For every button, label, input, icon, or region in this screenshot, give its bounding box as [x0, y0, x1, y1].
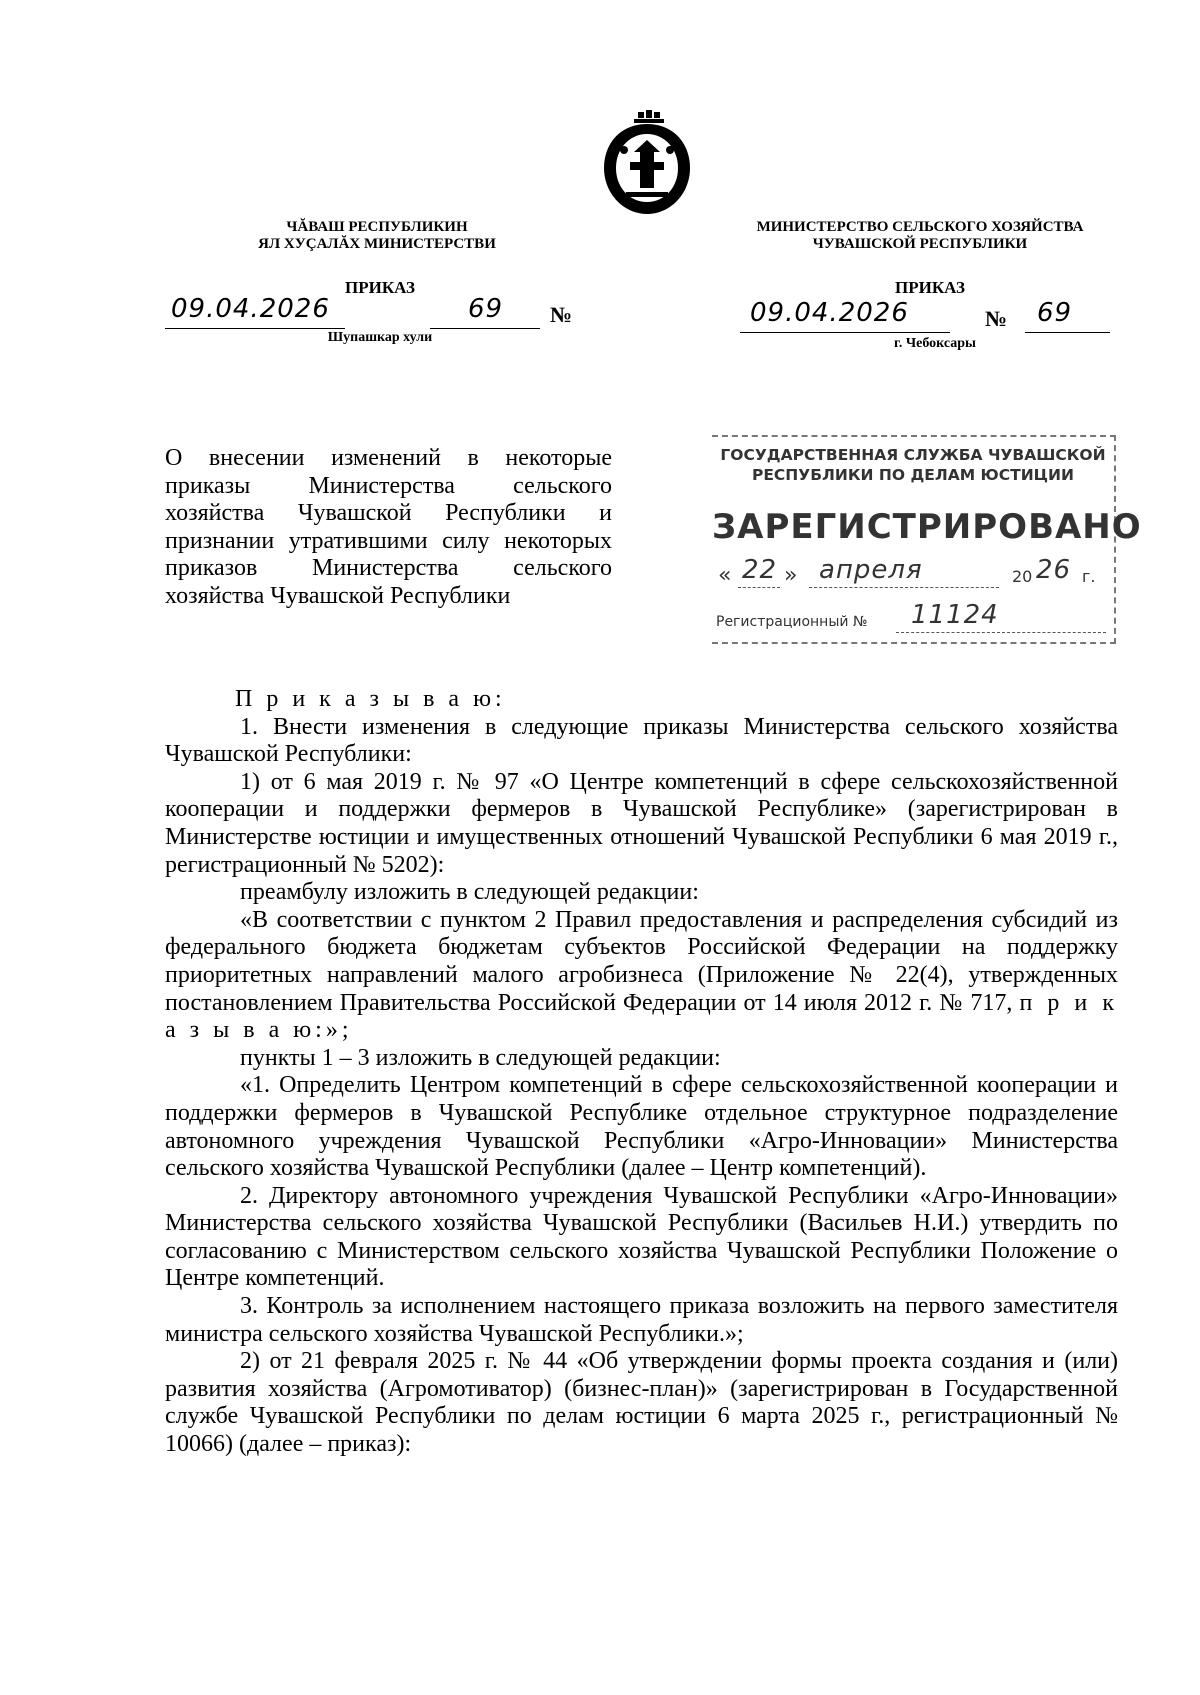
stamp-year-abbr: г. — [1082, 567, 1096, 586]
stamp-close-quote: » — [784, 563, 798, 588]
right-org-line2: ЧУВАШСКОЙ РЕСПУБЛИКИ — [812, 236, 1028, 252]
left-number-sign: № — [550, 302, 573, 327]
left-number-line — [430, 294, 540, 329]
stamp-header — [712, 445, 1114, 485]
stamp-reg-number: 11124 — [911, 600, 999, 630]
order-word: П р и к а з ы в а ю: — [235, 686, 506, 712]
right-org-line1: МИНИСТЕРСТВО СЕЛЬСКОГО ХОЗЯЙСТВА — [756, 219, 1084, 235]
left-city: Шупашкар хули — [327, 330, 433, 345]
stamp-reg-label: Регистрационный № — [716, 614, 868, 630]
paragraph-4-main: «В соответствии с пунктом 2 Правил предоставления и распределения субсидий из федерального бюджета бюджетам субъектов Российской Федерации на поддержку приоритетных направлений малого агробизнеса (Приложение № 22(4), утвержденных постановлением Правительства Российской Федерации от 14 июля 2012 г. № 717, — [165, 906, 1118, 1016]
document-body — [165, 686, 1118, 1459]
paragraph-4 — [165, 907, 1118, 1045]
left-date-handwritten: 09.04.2026 — [171, 294, 330, 324]
left-number-handwritten: 69 — [468, 294, 504, 324]
paragraph-2: 1) от 6 мая 2019 г. № 97 «О Центре компетенций в сфере сельскохозяйственной кооперации и поддержки фермеров в Чувашской Республике» (зарегистрирован в Министерстве юстиции и имущественных отношений Чувашской Республики 6 мая 2019 г., регистрационный № 5202): — [165, 768, 1118, 878]
paragraph-4-order-word: п р и к а з ы в а ю:»; — [165, 989, 1119, 1044]
stamp-year-prefix: 20 — [1012, 567, 1033, 586]
right-number-sign: № — [985, 306, 1008, 331]
right-number-line — [1025, 298, 1110, 333]
left-org-name — [212, 219, 542, 253]
right-number-handwritten: 69 — [1037, 298, 1073, 328]
right-city: г. Чебоксары — [894, 336, 976, 351]
paragraph-8: 3. Контроль за исполнением настоящего приказа возложить на первого заместителя министра сельского хозяйства Чувашской Республики.»; — [165, 1293, 1118, 1347]
right-doc-type: ПРИКАЗ — [895, 278, 965, 297]
right-org-name — [740, 219, 1100, 253]
paragraph-5: пункты 1 – 3 изложить в следующей редакции: — [240, 1044, 721, 1071]
stamp-year-suffix: 26 — [1036, 555, 1072, 585]
left-date-line — [165, 294, 345, 329]
stamp-registration — [716, 602, 1111, 636]
left-doc-type: ПРИКАЗ — [345, 278, 415, 297]
stamp-line1: ГОСУДАРСТВЕННАЯ СЛУЖБА ЧУВАШСКОЙ — [720, 446, 1106, 464]
stamp-month: апреля — [819, 555, 923, 585]
coat-of-arms-emblem — [600, 110, 695, 218]
right-date-handwritten: 09.04.2026 — [750, 298, 909, 328]
registration-stamp — [712, 435, 1142, 644]
stamp-open-quote: « — [718, 563, 732, 588]
paragraph-7: 2. Директору автономного учреждения Чувашской Республики «Агро-Инновации» Министерства сельского хозяйства Чувашской Республики (Васильев Н.И.) утвердить по согласованию с Министерством сельского хозяйства Чувашской Республики Положение о Центре компетенций. — [165, 1182, 1118, 1292]
document-title: О внесении изменений в некоторые приказы Министерства сельского хозяйства Чувашской Республики и признании утратившими силу некоторых приказов Министерства сельского хозяйства Чувашской Республики — [165, 445, 612, 609]
paragraph-6: «1. Определить Центром компетенций в сфере сельскохозяйственной кооперации и поддержки фермеров в Чувашской Республике отдельное структурное подразделение автономного учреждения Чувашской Республики «Агро-Инновации» Министерства сельского хозяйства Чувашской Республики (далее – Центр компетенций). — [165, 1072, 1118, 1182]
left-org-line2: ЯЛ ХУÇАЛĂХ МИНИСТЕРСТВИ — [258, 236, 496, 252]
left-org-line1: ЧĂВАШ РЕСПУБЛИКИН — [286, 219, 468, 235]
paragraph-1: 1. Внести изменения в следующие приказы Министерства сельского хозяйства Чувашской Республики: — [165, 713, 1118, 768]
stamp-status: ЗАРЕГИСТРИРОВАНО — [712, 507, 1142, 547]
paragraph-3: преамбулу изложить в следующей редакции: — [240, 879, 699, 906]
stamp-line2: РЕСПУБЛИКИ ПО ДЕЛАМ ЮСТИЦИИ — [751, 466, 1074, 484]
right-date-line — [740, 298, 950, 333]
stamp-day: 22 — [742, 555, 778, 585]
paragraph-9: 2) от 21 февраля 2025 г. № 44 «Об утверждении формы проекта создания и (или) развития хозяйства (Агромотиватор) (бизнес-план)» (зарегистрирован в Государственной службе Чувашской Республики по делам юстиции 6 марта 2025 г., регистрационный № 10066) (далее – приказ): — [165, 1348, 1118, 1458]
stamp-date — [714, 557, 1109, 591]
